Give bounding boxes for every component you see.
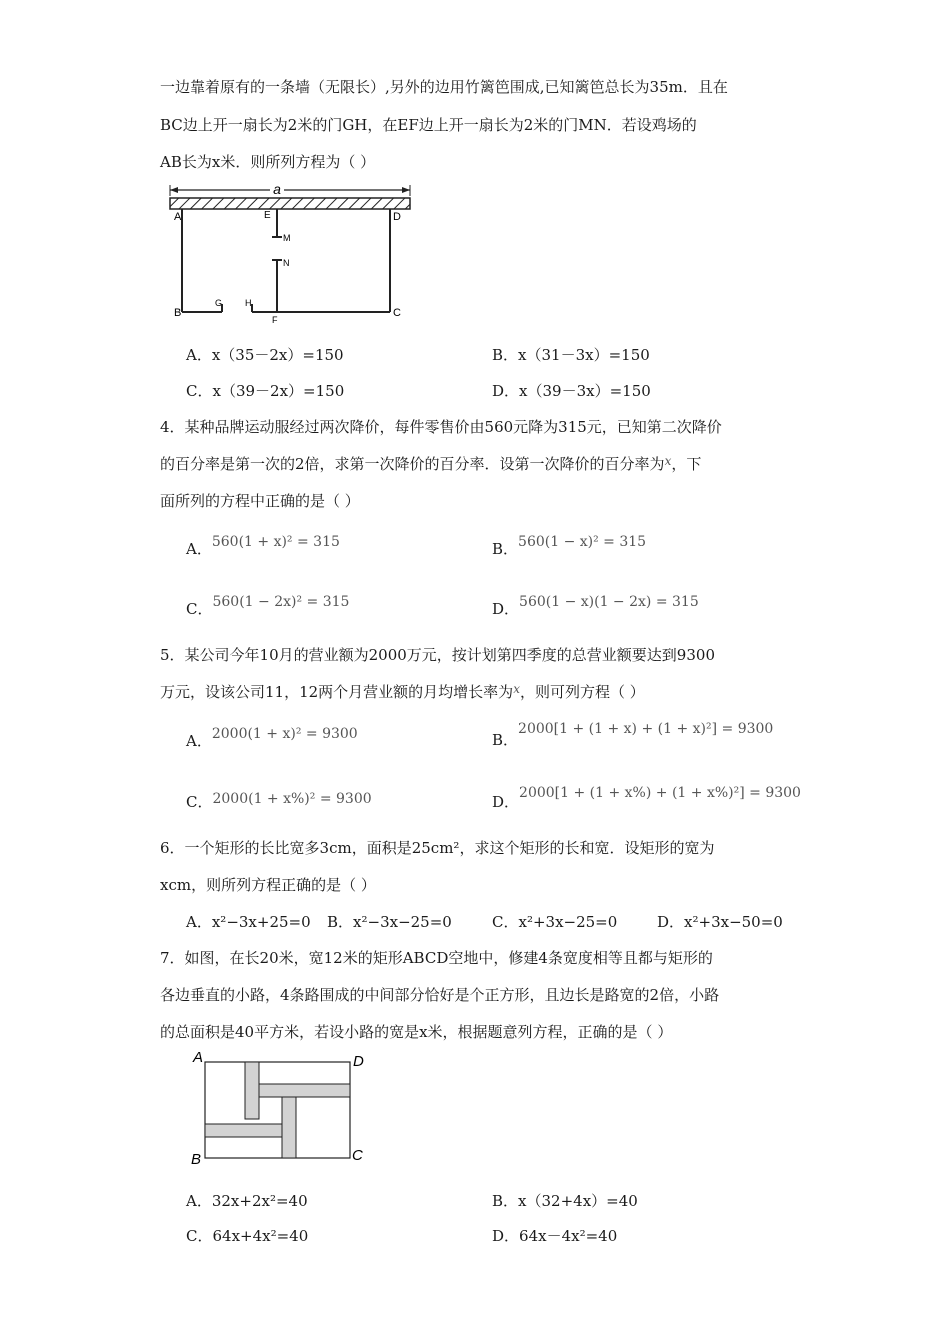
- q5-option-a[interactable]: A．2000(1 + x)² = 9300: [186, 726, 358, 750]
- q5-option-c[interactable]: C．2000(1 + x%)² = 9300: [186, 791, 372, 811]
- q6-line-1: 6．一个矩形的长比宽多3cm，面积是25cm²，求这个矩形的长和宽．设矩形的宽为: [160, 839, 715, 857]
- q4-line-2: 的百分率是第一次的2倍，求第一次降价的百分率．设第一次降价的百分率为$^x$，下: [160, 454, 702, 473]
- wall: [170, 198, 410, 209]
- label-A: A: [193, 1050, 204, 1066]
- q7-option-a[interactable]: A．32x+2x²=40: [186, 1192, 308, 1210]
- q7-option-c[interactable]: C．64x+4x²=40: [186, 1227, 309, 1245]
- q7-option-d[interactable]: D．64x－4x²=40: [492, 1227, 618, 1245]
- q3-option-b[interactable]: B．x（31－3x）=150: [492, 346, 650, 364]
- q5-option-d[interactable]: D．2000[1 + (1 + x%) + (1 + x%)²] = 9300: [492, 785, 801, 811]
- q3-line-2: BC边上开一扇长为2米的门GH，在EF边上开一扇长为2米的门MN．若设鸡场的: [160, 116, 697, 134]
- q6-option-d[interactable]: D．x²+3x−50=0: [657, 913, 783, 931]
- label-D: D: [353, 1053, 364, 1070]
- label-E: E: [264, 210, 271, 221]
- q3-line-3: AB长为x米．则所列方程为（ ）: [160, 153, 376, 171]
- label-a: a: [273, 182, 281, 197]
- label-B: B: [174, 307, 182, 319]
- path-4: [205, 1124, 282, 1137]
- q3-chicken-coop-figure: [160, 182, 420, 327]
- q5-option-b[interactable]: B．2000[1 + (1 + x) + (1 + x)²] = 9300: [492, 721, 774, 749]
- q7-option-b[interactable]: B．x（32+4x）=40: [492, 1192, 638, 1210]
- q4-option-d[interactable]: D．560(1 − x)(1 − 2x) = 315: [492, 594, 699, 618]
- q6-option-a[interactable]: A．x²−3x+25=0: [186, 913, 311, 931]
- label-F: F: [272, 315, 278, 325]
- path-1: [245, 1062, 259, 1119]
- label-G: G: [215, 298, 223, 308]
- q6-option-c[interactable]: C．x²+3x−25=0: [492, 913, 618, 931]
- q7-line-3: 的总面积是40平方米，若设小路的宽是x米，根据题意列方程，正确的是（ ）: [160, 1023, 673, 1041]
- label-A: A: [174, 211, 182, 223]
- q3-option-c[interactable]: C．x（39－2x）=150: [186, 382, 345, 400]
- rectangle-abcd: [205, 1062, 350, 1158]
- q3-line-1: 一边靠着原有的一条墙（无限长）,另外的边用竹篱笆围成,已知篱笆总长为35m．且在: [160, 78, 728, 96]
- q7-garden-figure: [185, 1050, 375, 1170]
- label-D: D: [393, 211, 401, 223]
- q4-option-b[interactable]: B．560(1 − x)² = 315: [492, 534, 647, 558]
- q7-line-1: 7．如图，在长20米，宽12米的矩形ABCD空地中，修建4条宽度相等且都与矩形的: [160, 949, 713, 967]
- label-C: C: [352, 1147, 363, 1164]
- label-C: C: [393, 307, 401, 319]
- q3-option-d[interactable]: D．x（39－3x）=150: [492, 382, 651, 400]
- q6-option-b[interactable]: B．x²−3x−25=0: [327, 913, 452, 931]
- q4-line-1: 4．某种品牌运动服经过两次降价，每件零售价由560元降为315元，已知第二次降价: [160, 418, 722, 436]
- q4-option-a[interactable]: A．560(1 + x)² = 315: [186, 534, 340, 558]
- q5-line-2: 万元，设该公司11，12两个月营业额的月均增长率为$^x$，则可列方程（ ）: [160, 682, 645, 701]
- path-3: [282, 1097, 296, 1158]
- label-H: H: [245, 298, 252, 308]
- q4-line-3: 面所列的方程中正确的是（ ）: [160, 492, 360, 510]
- q6-line-2: xcm，则所列方程正确的是（ ）: [160, 876, 376, 894]
- q7-line-2: 各边垂直的小路，4条路围成的中间部分恰好是个正方形，且边长是路宽的2倍，小路: [160, 986, 720, 1004]
- q5-line-1: 5．某公司今年10月的营业额为2000万元，按计划第四季度的总营业额要达到9300: [160, 646, 715, 664]
- label-B: B: [191, 1151, 202, 1168]
- label-M: M: [283, 233, 291, 243]
- label-N: N: [283, 258, 290, 268]
- path-2: [259, 1084, 350, 1097]
- q3-option-a[interactable]: A．x（35－2x）=150: [186, 346, 344, 364]
- q4-option-c[interactable]: C．560(1 − 2x)² = 315: [186, 594, 350, 618]
